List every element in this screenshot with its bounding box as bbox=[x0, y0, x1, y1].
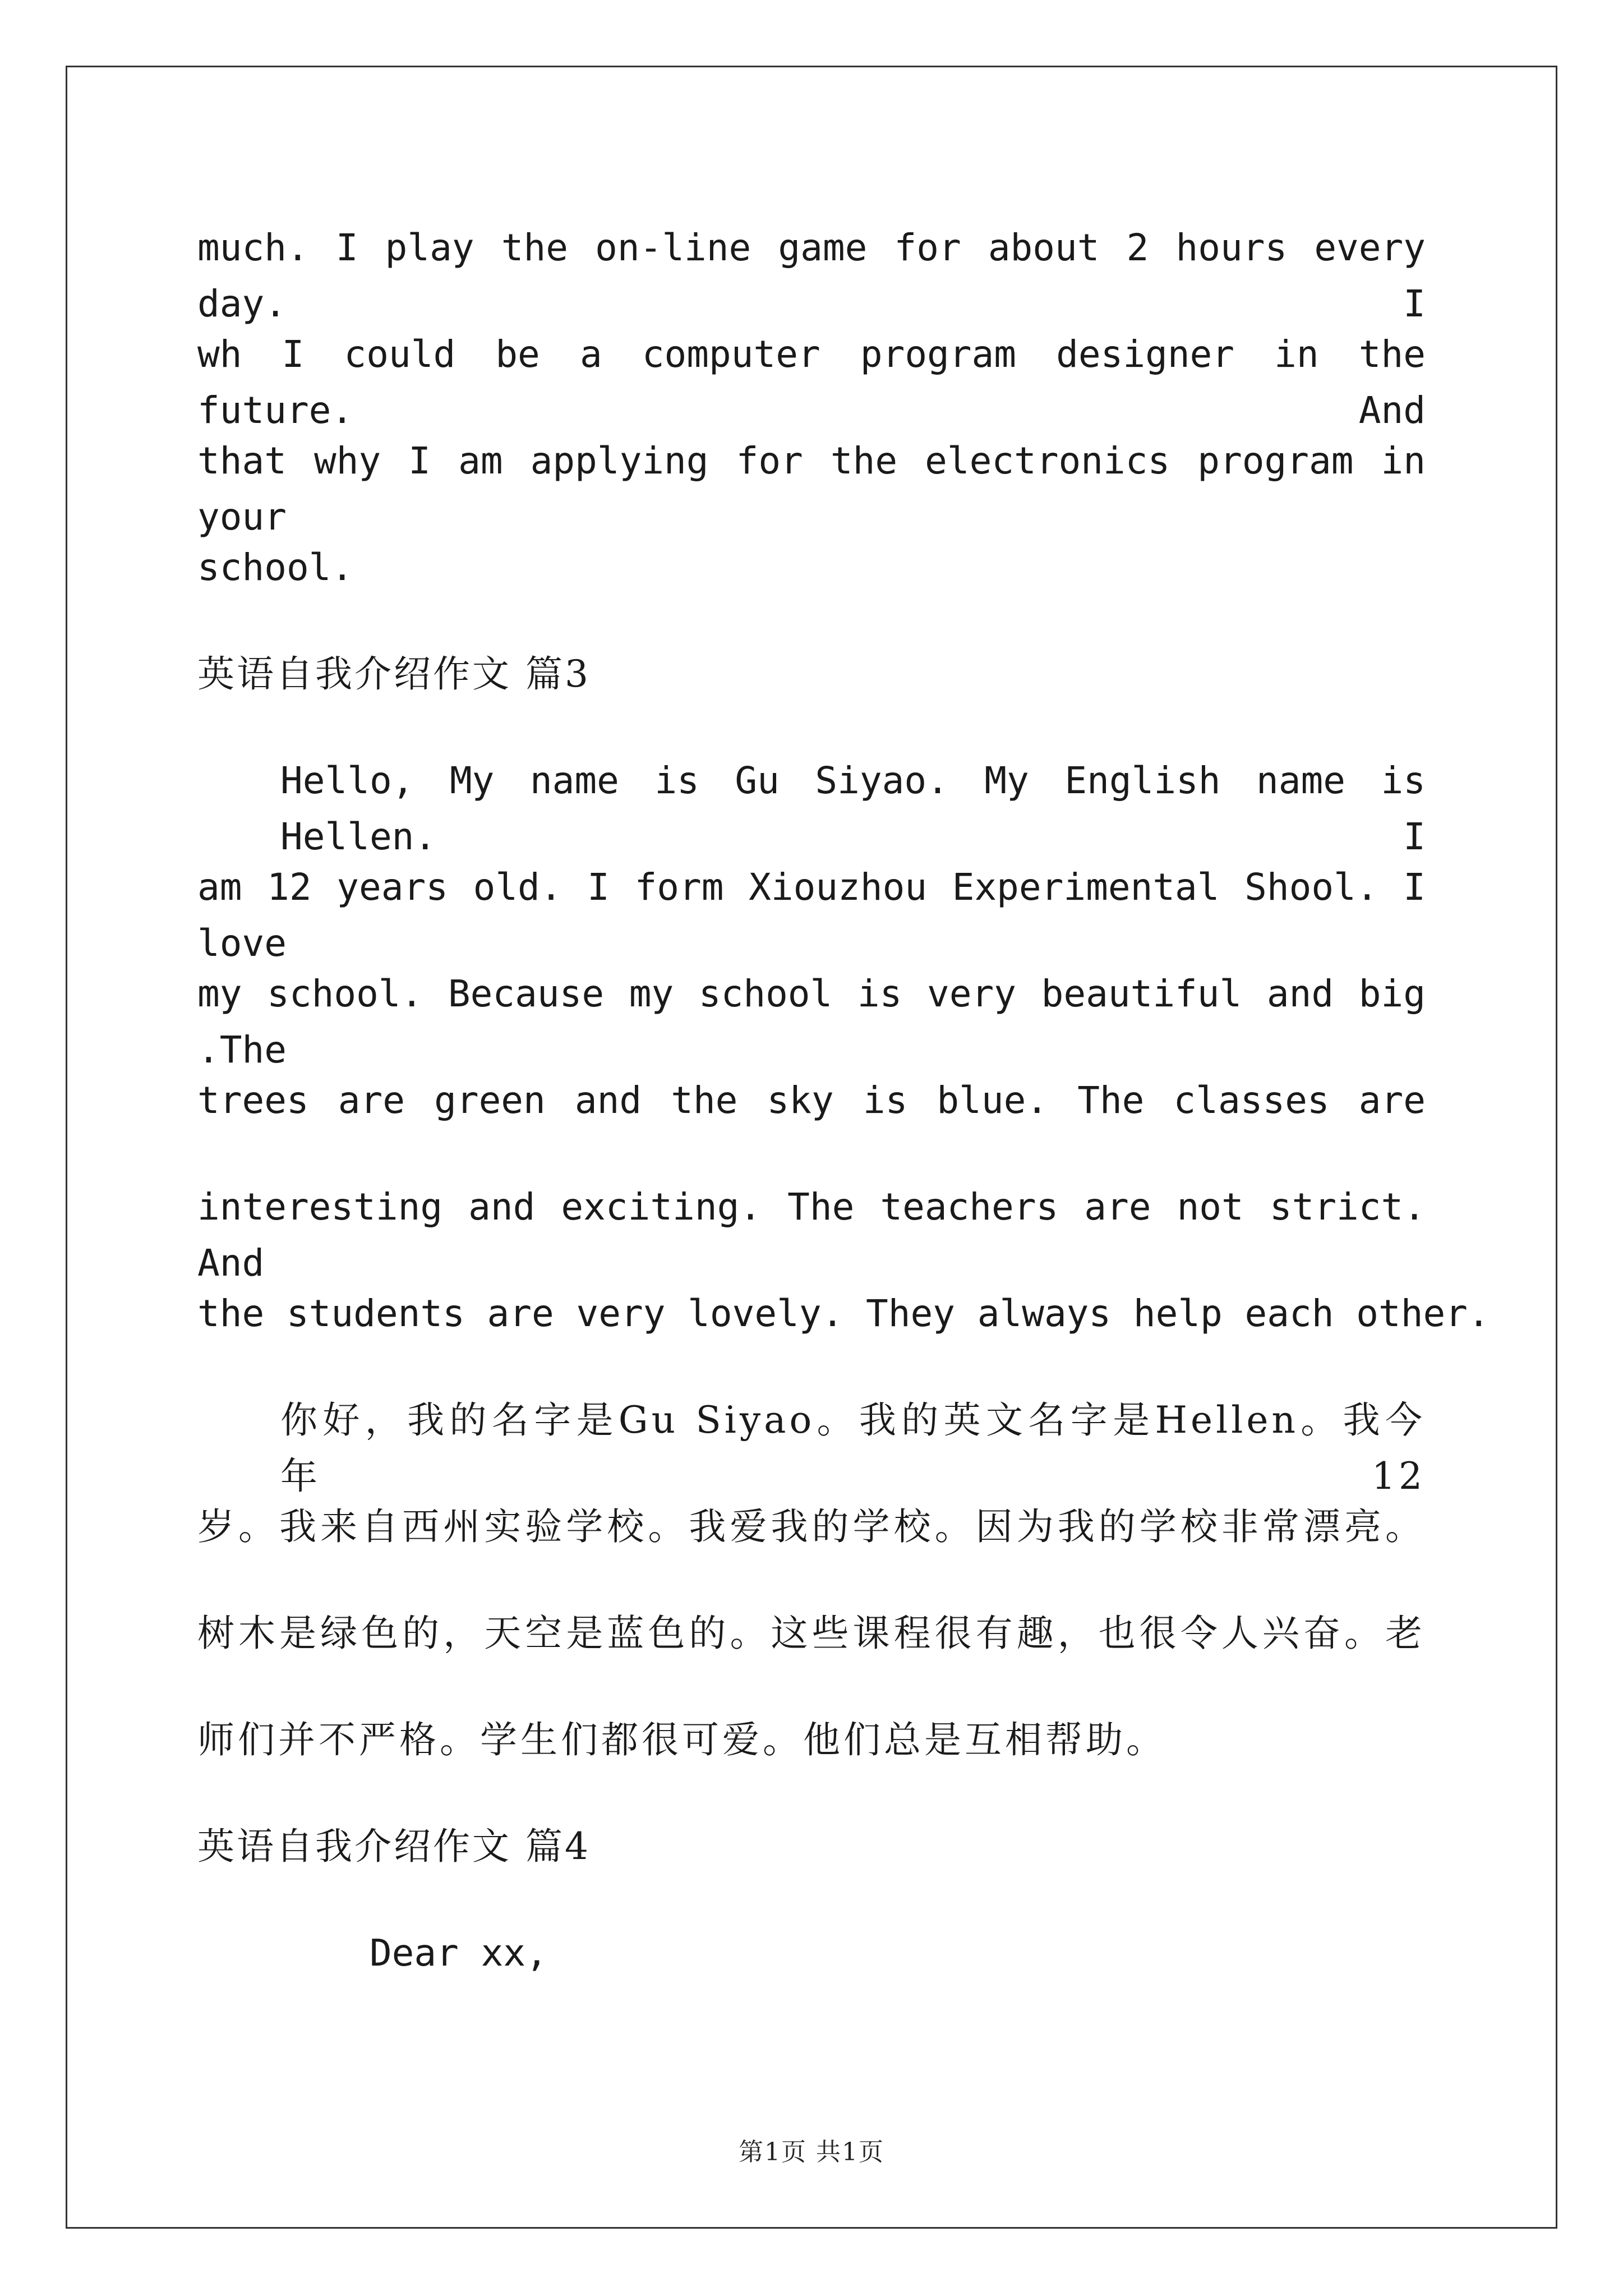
text-line: 师们并不严格。学生们都很可爱。他们总是互相帮助。 bbox=[197, 1718, 1166, 1761]
text-line: school. bbox=[197, 546, 354, 589]
section-heading: 英语自我介绍作文 篇4 bbox=[197, 1825, 591, 1868]
page-footer: 第1页 共1页 bbox=[739, 2138, 884, 2166]
text-line: Hello, My name is Gu Siyao. My English name is Hellen. I bbox=[280, 759, 1426, 858]
text-line: wh I could be a computer program designer in the future. And bbox=[197, 333, 1426, 432]
text-line: my school. Because my school is very beautiful and big .The bbox=[197, 972, 1426, 1071]
text-line: 岁。我来自西州实验学校。我爱我的学校。因为我的学校非常漂亮。 bbox=[197, 1505, 1426, 1548]
text-line: Dear xx, bbox=[280, 1931, 548, 1975]
text-line: interesting and exciting. The teachers are not strict. And bbox=[197, 1185, 1426, 1285]
text-line: trees are green and the sky is blue. The classes are bbox=[197, 1079, 1426, 1122]
section-heading: 英语自我介绍作文 篇3 bbox=[197, 652, 591, 696]
text-line: am 12 years old. I form Xiouzhou Experimental Shool. I love bbox=[197, 866, 1426, 965]
text-line: that why I am applying for the electronics program in your bbox=[197, 439, 1426, 539]
text-line: much. I play the on-line game for about 2 hours every day. I bbox=[197, 226, 1426, 325]
text-line: 你好，我的名字是Gu Siyao。我的英文名字是Hellen。我今年12 bbox=[280, 1398, 1426, 1498]
text-line: 树木是绿色的，天空是蓝色的。这些课程很有趣，也很令人兴奋。老 bbox=[197, 1612, 1426, 1655]
text-line: the students are very lovely. They always help each other. bbox=[197, 1292, 1490, 1335]
